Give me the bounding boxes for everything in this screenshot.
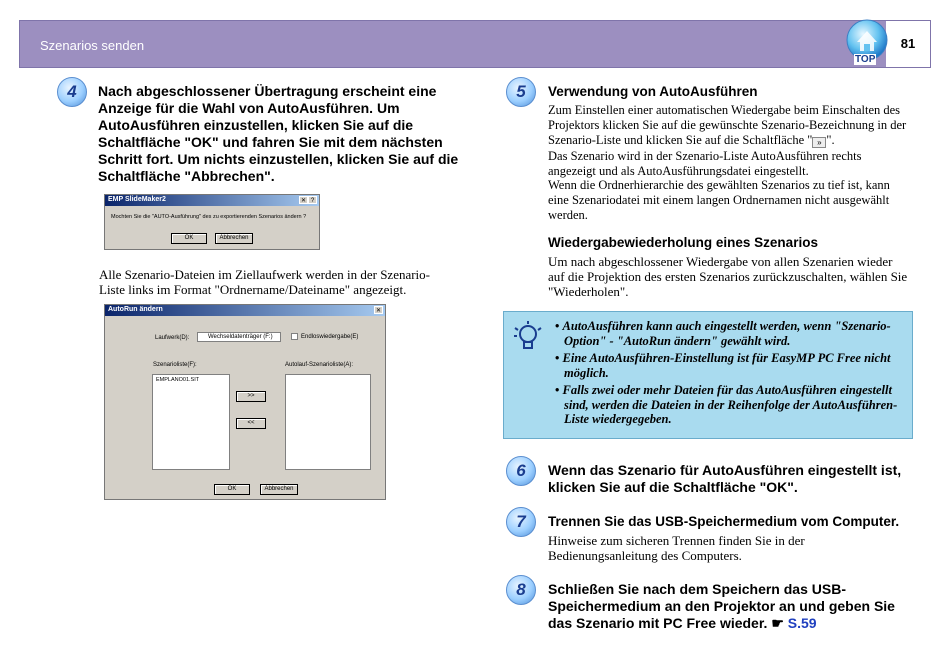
note-item: • Falls zwei oder mehr Dateien für das AutoAusführen eingestellt sind, werden die Dateien in der Reihenfolge der AutoAusführen-Liste wiedergegeben. — [554, 383, 904, 427]
ok-button[interactable]: OK — [214, 484, 250, 495]
page-header — [19, 20, 931, 68]
forward-button-icon: » — [812, 137, 826, 148]
note-item: • Eine AutoAusführen-Einstellung ist für EasyMP PC Free nicht möglich. — [554, 351, 904, 380]
autorun-dialog-screenshot — [104, 304, 386, 500]
step-8-text — [548, 581, 920, 632]
close-icon: ✕ — [300, 198, 307, 204]
step-5-badge: 5 — [506, 77, 536, 107]
step-7-badge: 7 — [506, 507, 536, 537]
endless-label: Endloswiedergabe(E) — [301, 334, 359, 340]
step-5-heading: Verwendung von AutoAusführen — [548, 84, 758, 99]
step-5-paragraph-3: Wenn die Ordnerhierarchie des gewählten Szenarios zu tief ist, kann eine Szenariodatei mit einem langen Ordnernamen nicht ausgewählt werden. — [548, 178, 890, 222]
step-4-badge: 4 — [57, 77, 87, 107]
top-label: TOP — [855, 54, 876, 65]
step-6-badge: 6 — [506, 456, 536, 486]
endless-checkbox[interactable] — [291, 333, 298, 340]
list-item[interactable]: EMPLANO01.SIT — [156, 377, 200, 383]
step-5-paragraph-2: Das Szenario wird in der Szenario-Liste AutoAusführen rechts angezeigt und als AutoAusführungsdatei eingestellt. — [548, 149, 862, 178]
autorun-list[interactable] — [285, 374, 371, 470]
note-item: • AutoAusführen kann auch eingestellt werden, wenn "Szenario-Option" - "AutoRun ändern" gewählt wird. — [554, 319, 904, 348]
drive-select[interactable]: Wechseldatenträger (F:) — [197, 332, 281, 342]
step-7-text: Hinweise zum sicheren Trennen finden Sie in der Bedienungsanleitung des Computers. — [548, 533, 805, 563]
autorun-list-label: Autolauf-Szenarioliste(A): — [285, 362, 354, 368]
close-icon: ? — [308, 196, 317, 204]
scenario-list-caption: Alle Szenario-Dateien im Ziellaufwerk werden in der Szenario-Liste links im Format "Ordnername/Dateiname" angezeigt. — [99, 267, 430, 297]
note-box — [503, 311, 913, 439]
cancel-button[interactable]: Abbrechen — [260, 484, 298, 495]
ok-button[interactable]: OK — [171, 233, 207, 244]
scenario-list-label: Szenarioliste(F): — [153, 362, 197, 368]
step-6-text: Wenn das Szenario für AutoAusführen eingestellt ist, klicken Sie auf die Schaltfläche "OK". — [548, 462, 902, 495]
repeat-heading: Wiedergabewiederholung eines Szenarios — [548, 235, 818, 250]
step-7-heading: Trennen Sie das USB-Speichermedium vom Computer. — [548, 514, 900, 529]
step-4-text: Nach abgeschlossener Übertragung erscheint eine Anzeige für die Wahl von AutoAusführen. Um AutoAusführen einzustellen, klicken Sie auf die Schaltfläche "OK" und fahren Sie mit dem nächsten Schritt fort. Um nichts einzustellen, klicken Sie auf die Schaltfläche "Abbrechen". — [98, 83, 459, 184]
paragraph-text: ". — [826, 133, 835, 147]
cancel-button[interactable]: Abbrechen — [215, 233, 253, 244]
remove-button[interactable]: << — [236, 418, 266, 429]
add-button[interactable]: >> — [236, 391, 266, 402]
tip-icon — [512, 320, 544, 352]
page-number: 81 — [886, 21, 930, 67]
drive-label: Laufwerk(D): — [155, 335, 190, 341]
top-button[interactable] — [845, 18, 889, 66]
step-8-badge: 8 — [506, 575, 536, 605]
confirm-dialog-screenshot — [104, 194, 320, 250]
dialog-message: Mochten Sie die "AUTO-Ausführung" des zu exportierenden Szenarios ändern ? — [111, 214, 307, 220]
dialog-title: EMP SlideMaker2 — [105, 195, 319, 206]
dialog-title: AutoRun ändern — [105, 305, 385, 316]
paragraph-text: Zum Einstellen einer automatischen Wiedergabe beim Einschalten des Projektors klicken Sie auf die gewünschte Szenario-Bezeichnung in der Szenario-Liste und klicken Sie auf die Schaltfläche " — [548, 103, 907, 147]
note-list — [554, 319, 904, 430]
page-title: Szenarios senden — [40, 38, 145, 53]
pointer-icon: ☛ — [771, 615, 784, 631]
scenario-list[interactable] — [152, 374, 230, 470]
step-8-body: Schließen Sie nach dem Speichern das USB-Speichermedium an den Projektor an und geben Sie das Szenario mit PC Free wieder. — [548, 581, 895, 631]
step-5-paragraph-1 — [548, 103, 910, 148]
close-icon: ✕ — [375, 308, 382, 314]
repeat-text: Um nach abgeschlossener Wiedergabe von allen Szenarien wieder auf die Projektion des ersten Szenarios zurückzuschalten, wählen Sie "Wiederholen". — [548, 254, 908, 299]
page-link[interactable]: S.59 — [787, 615, 817, 631]
